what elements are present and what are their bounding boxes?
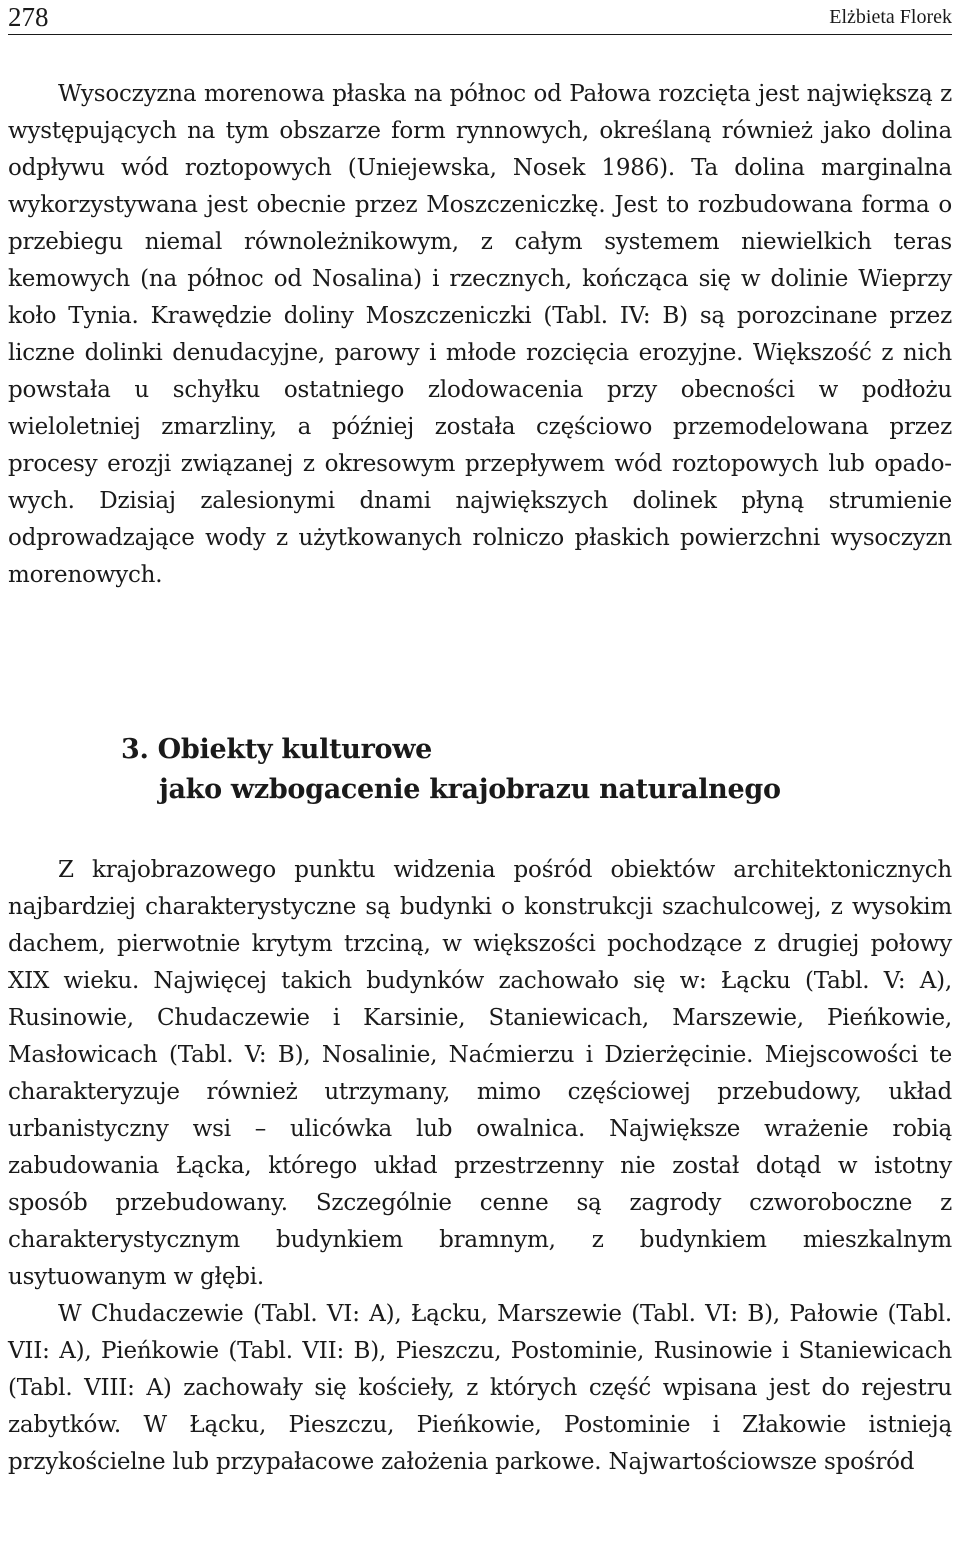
section-heading <box>121 730 781 810</box>
paragraph: W Chudaczewie (Tabl. VI: A), Łącku, Marszewie (Tabl. VI: B), Pałowie (Tabl. VII: A), Pieńkowie (Tabl. VII: B), Pieszczu, Postominie, Rusinowie i Staniewicach (Tabl. VIII: A) zachowały się kościeły, z których część wpisana jest do rejestru zabytków. W Łącku, Pieszczu, Pieńkowie, Postominie i Złakowie istnieją przykościelne lub przypałacowe założenia parkowe. Najwartościowsze spośród <box>8 1301 952 1475</box>
text-block-bottom <box>8 852 952 1481</box>
paragraph: Z krajobrazowego punktu widzenia pośród obiektów architektonicznych najbardziej charakterystyczne są budynki o konstrukcji szachulcowej, z wysokim dachem, pierwotnie krytym trzciną, w większości pochodzące z drugiej połowy XIX wieku. Najwięcej takich budynków zachowało się w: Łącku (Tabl. V: A), Rusinowie, Chudaczewie i Karsinie, Staniewicach, Marszewie, Pieńkowie, Masłowicach (Tabl. V: B), Nosalinie, Naćmierzu i Dzierżęcinie. Miejscowości te charakteryzuje również utrzymany, mimo częściowej przebudowy, układ urbanistyczny wsi – ulicówka lub owalnica. Największe wrażenie robią zabudowania Łącka, którego układ przestrzenny nie został dotąd w istotny sposób przebudowany. Szczególnie cenne są zagrody czworoboczne z charakterystycznym budynkiem bramnym, z budynkiem mieszkalnym usytuowanym w głębi. <box>8 857 952 1290</box>
text-block-top <box>8 76 952 594</box>
section-heading-line-2: jako wzbogacenie krajobrazu naturalnego <box>159 774 781 805</box>
section-heading-line-1: 3. Obiekty kulturowe <box>121 734 433 765</box>
document-page <box>8 0 952 1550</box>
paragraph: Wysoczyzna morenowa płaska na północ od Pałowa rozcięta jest największą z występujących na tym obszarze form rynnowych, określaną również jako dolina odpływu wód roztopowych (Uniejewska, Nosek 1986). Ta dolina marginalna wykorzystywana jest obecnie przez Moszczeniczkę. Jest to rozbudowana forma o przebiegu niemal równoleżnikowym, z całym systemem niewielkich teras kemowych (na północ od Nosalina) i rzecznych, kończąca się w dolinie Wieprzy koło Tynia. Krawędzie doliny Moszczeniczki (Tabl. IV: B) są porozcinane przez liczne dolinki denudacyjne, parowy i młode rozcięcia erozyjne. Większość z nich powstała u schyłku ostatniego zlodowacenia przy obecności w podłożu wieloletniej zmarzliny, a później została częściowo przemodelowana przez procesy erozji związanej z okresowym przepływem wód roztopowych lub opadowych. Dzisiaj zalesionymi dnami największych dolinek płyną strumienie odprowadzające wody z użytkowanych rolniczo płaskich powierzchni wysoczyzn morenowych. <box>8 81 952 588</box>
running-header <box>8 0 952 35</box>
page-number: 278 <box>8 2 49 32</box>
running-header-author: Elżbieta Florek <box>829 6 952 28</box>
